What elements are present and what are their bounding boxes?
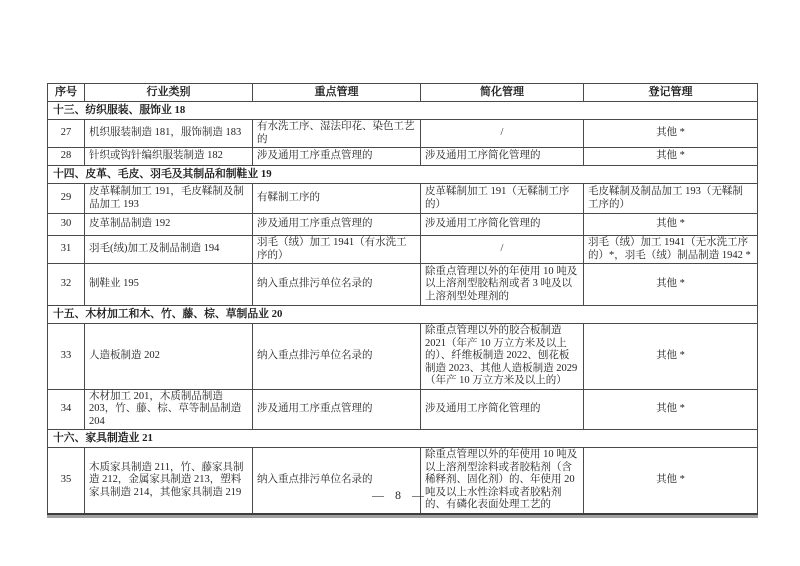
- section-title: 十三、纺织服装、服饰业 18: [48, 102, 758, 120]
- table-row-28: [48, 148, 758, 166]
- cell-registration-management: 毛皮鞣制及制品加工 193（无鞣制工序的）: [584, 184, 758, 214]
- cell-industry: 皮革制品制造 192: [85, 214, 253, 236]
- table-row-27: [48, 120, 758, 148]
- cell-registration-management: 羽毛（绒）加工 1941（无水洗工序的）*，羽毛（绒）制品制造 1942 *: [584, 236, 758, 264]
- table-row-35: [48, 448, 758, 514]
- cell-key-management: 纳入重点排污单位名录的: [253, 324, 421, 390]
- cell-serial: 27: [48, 120, 85, 148]
- col-header-registration-management: 登记管理: [584, 84, 758, 102]
- cell-industry: 人造板制造 202: [85, 324, 253, 390]
- col-header-simplified-management: 简化管理: [421, 84, 584, 102]
- cell-registration-management: 其他 *: [584, 148, 758, 166]
- cell-simplified-management: 除重点管理以外的胶合板制造 2021（年产 10 万立方米及以上的）、纤维板制造 2022、刨花板制造 2023、其他人造板制造 2029（年产 10 万立方米及以上的）: [421, 324, 584, 390]
- col-header-key-management: 重点管理: [253, 84, 421, 102]
- cell-registration-management: 其他 *: [584, 120, 758, 148]
- cell-simplified-management: 除重点管理以外的年使用 10 吨及以上溶剂型涂料或者胶粘剂（含稀释剂、固化剂）的、年使用 20 吨及以上水性涂料或者胶粘剂的、有磷化表面处理工艺的: [421, 448, 584, 514]
- cell-industry: 羽毛(绒)加工及制品制造 194: [85, 236, 253, 264]
- cell-key-management: 有鞣制工序的: [253, 184, 421, 214]
- cell-industry: 木材加工 201，木质制品制造 203，竹、藤、棕、草等制品制造 204: [85, 389, 253, 430]
- cell-registration-management: 其他 *: [584, 214, 758, 236]
- cell-simplified-management: 除重点管理以外的年使用 10 吨及以上溶剂型胶粘剂或者 3 吨及以上溶剂型处理剂的: [421, 264, 584, 306]
- cell-key-management: 涉及通用工序重点管理的: [253, 389, 421, 430]
- page-number: — 8 —: [372, 488, 428, 502]
- table-row-32: [48, 264, 758, 306]
- table-row-29: [48, 184, 758, 214]
- cell-simplified-management: 涉及通用工序简化管理的: [421, 148, 584, 166]
- cell-registration-management: 其他 *: [584, 448, 758, 514]
- cell-serial: 30: [48, 214, 85, 236]
- cell-simplified-management: /: [421, 236, 584, 264]
- table-row-30: [48, 214, 758, 236]
- col-header-serial: 序号: [48, 84, 85, 102]
- industry-permit-management-table: [47, 83, 758, 515]
- section-title: 十四、皮革、毛皮、羽毛及其制品和制鞋业 19: [48, 166, 758, 184]
- cell-serial: 32: [48, 264, 85, 306]
- header-row: [48, 84, 758, 102]
- cell-serial: 33: [48, 324, 85, 390]
- cell-key-management: 涉及通用工序重点管理的: [253, 214, 421, 236]
- section-title: 十五、木材加工和木、竹、藤、棕、草制品业 20: [48, 306, 758, 324]
- section-row-15: [48, 306, 758, 324]
- cell-industry: 木质家具制造 211，竹、藤家具制造 212，金属家具制造 213，塑料家具制造 214，其他家具制造 219: [85, 448, 253, 514]
- cell-industry: 针织或钩针编织服装制造 182: [85, 148, 253, 166]
- cell-simplified-management: 涉及通用工序简化管理的: [421, 389, 584, 430]
- cell-key-management: 纳入重点排污单位名录的: [253, 264, 421, 306]
- section-row-13: [48, 102, 758, 120]
- cell-industry: 机织服装制造 181，服饰制造 183: [85, 120, 253, 148]
- cell-industry: 制鞋业 195: [85, 264, 253, 306]
- cell-serial: 31: [48, 236, 85, 264]
- cell-key-management: 羽毛（绒）加工 1941（有水洗工序的）: [253, 236, 421, 264]
- cell-serial: 28: [48, 148, 85, 166]
- cell-serial: 35: [48, 448, 85, 514]
- cell-key-management: 涉及通用工序重点管理的: [253, 148, 421, 166]
- cell-key-management: 有水洗工序、湿法印花、染色工艺的: [253, 120, 421, 148]
- table-row-31: [48, 236, 758, 264]
- table-row-33: [48, 324, 758, 390]
- cell-simplified-management: 皮革鞣制加工 191（无鞣制工序的）: [421, 184, 584, 214]
- section-row-14: [48, 166, 758, 184]
- cell-simplified-management: 涉及通用工序简化管理的: [421, 214, 584, 236]
- cell-registration-management: 其他 *: [584, 264, 758, 306]
- cell-industry: 皮革鞣制加工 191，毛皮鞣制及制品加工 193: [85, 184, 253, 214]
- section-row-16: [48, 430, 758, 448]
- table-row-34: [48, 389, 758, 430]
- cell-simplified-management: /: [421, 120, 584, 148]
- cell-serial: 34: [48, 389, 85, 430]
- col-header-industry-category: 行业类别: [85, 84, 253, 102]
- cell-serial: 29: [48, 184, 85, 214]
- cell-registration-management: 其他 *: [584, 389, 758, 430]
- cell-registration-management: 其他 *: [584, 324, 758, 390]
- cell-key-management: 纳入重点排污单位名录的: [253, 448, 421, 514]
- section-title: 十六、家具制造业 21: [48, 430, 758, 448]
